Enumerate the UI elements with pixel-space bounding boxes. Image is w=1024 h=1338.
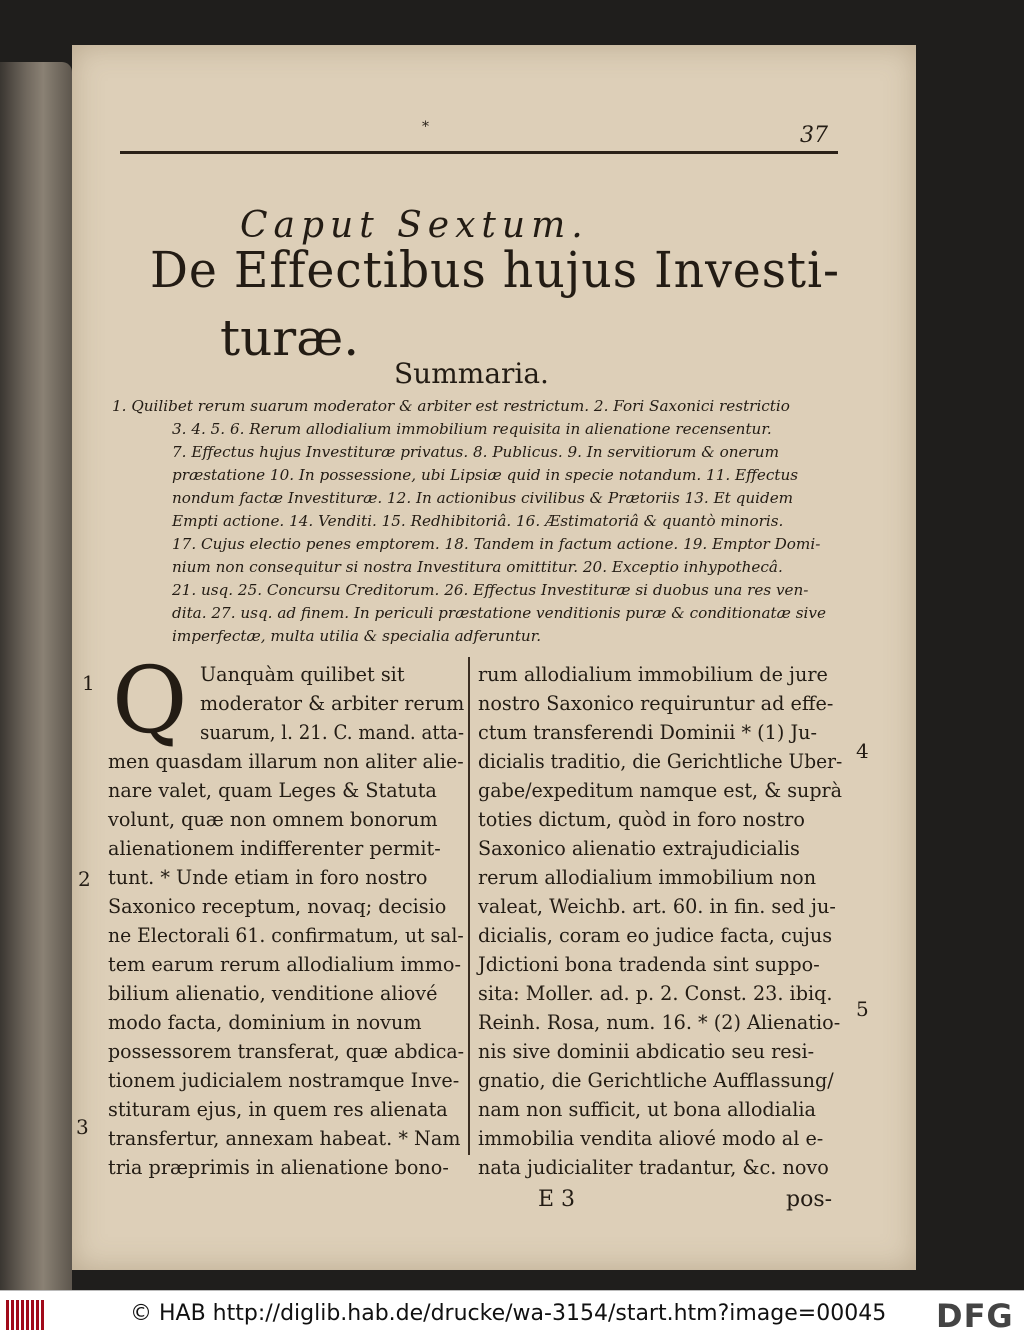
text-line: Reinh. Rosa, num. 16. * (2) Alienatio- — [478, 1011, 841, 1034]
summary-line: 21. usq. 25. Concursu Creditorum. 26. Effectus Investituræ si duobus una res ven- — [172, 581, 809, 599]
text-line: rerum allodialium immobilium non — [478, 866, 817, 889]
text-line: nata judicialiter tradantur, &c. novo — [478, 1156, 829, 1179]
column-divider — [468, 657, 470, 1155]
text-line: gabe/expeditum namque est, & suprà — [478, 779, 843, 802]
text-line: possessorem transferat, quæ abdica- — [108, 1040, 465, 1063]
text-line: dicialis, coram eo judice facta, cujus — [478, 924, 833, 947]
text-line: transfertur, annexam habeat. * Nam — [108, 1127, 461, 1150]
summaria-heading: Summaria. — [394, 357, 549, 390]
dfg-logo: DFG — [936, 1297, 1014, 1335]
summary-line: nium non consequitur si nostra Investitura omittitur. 20. Exceptio inhypothecâ. — [172, 558, 783, 576]
text-line: alienationem indifferenter permit- — [108, 837, 441, 860]
text-line: immobilia vendita aliové modo al e- — [478, 1127, 824, 1150]
header-mark: * — [422, 119, 429, 135]
text-line: nis sive dominii abdicatio seu resi- — [478, 1040, 815, 1063]
text-line: dicialis traditio, die Gerichtliche Uber- — [478, 750, 843, 773]
text-line: stituram ejus, in quem res alienata — [108, 1098, 448, 1121]
margin-number: 2 — [78, 867, 91, 891]
text-line: tria præprimis in alienatione bono- — [108, 1156, 449, 1179]
text-line: Saxonico receptum, novaq; decisio — [108, 895, 447, 918]
signature-mark: E 3 — [538, 1187, 576, 1212]
header-rule — [120, 151, 838, 154]
text-line: moderator & arbiter rerum — [200, 692, 465, 715]
footer-bar — [0, 1290, 1024, 1338]
chapter-label: Caput Sextum. — [240, 205, 589, 246]
text-line: sita: Moller. ad. p. 2. Const. 23. ibiq. — [478, 982, 833, 1005]
text-line: volunt, quæ non omnem bonorum — [108, 808, 438, 831]
text-line: nam non sufficit, ut bona allodialia — [478, 1098, 816, 1121]
margin-number: 3 — [76, 1115, 89, 1139]
source-link[interactable]: © HAB http://diglib.hab.de/drucke/wa-3154/start.htm?image=00045 — [130, 1301, 887, 1326]
summary-line: 3. 4. 5. 6. Rerum allodialium immobilium requisita in alienatione recensentur. — [172, 420, 772, 438]
summary-line: præstatione 10. In possessione, ubi Lipsiæ quid in specie notandum. 11. Effectus — [172, 466, 799, 484]
text-line: ctum transferendi Dominii * (1) Ju- — [478, 721, 817, 744]
page-number: 37 — [800, 123, 828, 148]
chapter-title-line-2: turæ. — [220, 309, 360, 367]
text-line: gnatio, die Gerichtliche Aufflassung/ — [478, 1069, 834, 1092]
text-line: tem earum rerum allodialium immo- — [108, 953, 461, 976]
summary-line: 17. Cujus electio penes emptorem. 18. Tandem in factum actione. 19. Emptor Domi- — [172, 535, 821, 553]
book-spine — [0, 62, 72, 1290]
text-line: men quasdam illarum non aliter alie- — [108, 750, 464, 773]
margin-number: 1 — [82, 671, 95, 695]
summary-line: dita. 27. usq. ad finem. In periculi præstatione venditionis puræ & conditionatæ sive — [172, 604, 826, 622]
text-line: toties dictum, quòd in foro nostro — [478, 808, 805, 831]
drop-cap: Q — [112, 647, 188, 754]
text-line: tionem judicialem nostramque Inve- — [108, 1069, 460, 1092]
margin-number: 4 — [856, 739, 869, 763]
text-line: modo facta, dominium in novum — [108, 1011, 422, 1034]
text-line: tunt. * Unde etiam in foro nostro — [108, 866, 428, 889]
chapter-title-line-1: De Effectibus hujus Investi- — [150, 241, 841, 299]
hab-barcode-icon — [6, 1300, 46, 1330]
summary-line: Empti actione. 14. Venditi. 15. Redhibitoriâ. 16. Æstimatoriâ & quantò minoris. — [172, 512, 784, 530]
summary-line: 1. Quilibet rerum suarum moderator & arbiter est restrictum. 2. Fori Saxonici restrictio — [112, 397, 790, 415]
book-page — [72, 45, 916, 1270]
text-line: valeat, Weichb. art. 60. in fin. sed ju- — [478, 895, 836, 918]
margin-number: 5 — [856, 997, 869, 1021]
text-line: nare valet, quam Leges & Statuta — [108, 779, 437, 802]
summary-line: 7. Effectus hujus Investituræ privatus. 8. Publicus. 9. In servitiorum & onerum — [172, 443, 779, 461]
summary-line: nondum factæ Investituræ. 12. In actionibus civilibus & Prætoriis 13. Et quidem — [172, 489, 794, 507]
text-line: Uanquàm quilibet sit — [200, 663, 405, 686]
summary-line: imperfectæ, multa utilia & specialia adferuntur. — [172, 627, 542, 645]
text-line: ne Electorali 61. confirmatum, ut sal- — [108, 924, 464, 947]
text-line: Jdictioni bona tradenda sint suppo- — [478, 953, 820, 976]
text-line: Saxonico alienatio extrajudicialis — [478, 837, 800, 860]
catchword: pos- — [786, 1187, 833, 1212]
text-line: nostro Saxonico requiruntur ad effe- — [478, 692, 834, 715]
text-line: rum allodialium immobilium de jure — [478, 663, 828, 686]
text-line: suarum, l. 21. C. mand. atta- — [200, 721, 465, 744]
text-line: bilium alienatio, venditione aliové — [108, 982, 438, 1005]
